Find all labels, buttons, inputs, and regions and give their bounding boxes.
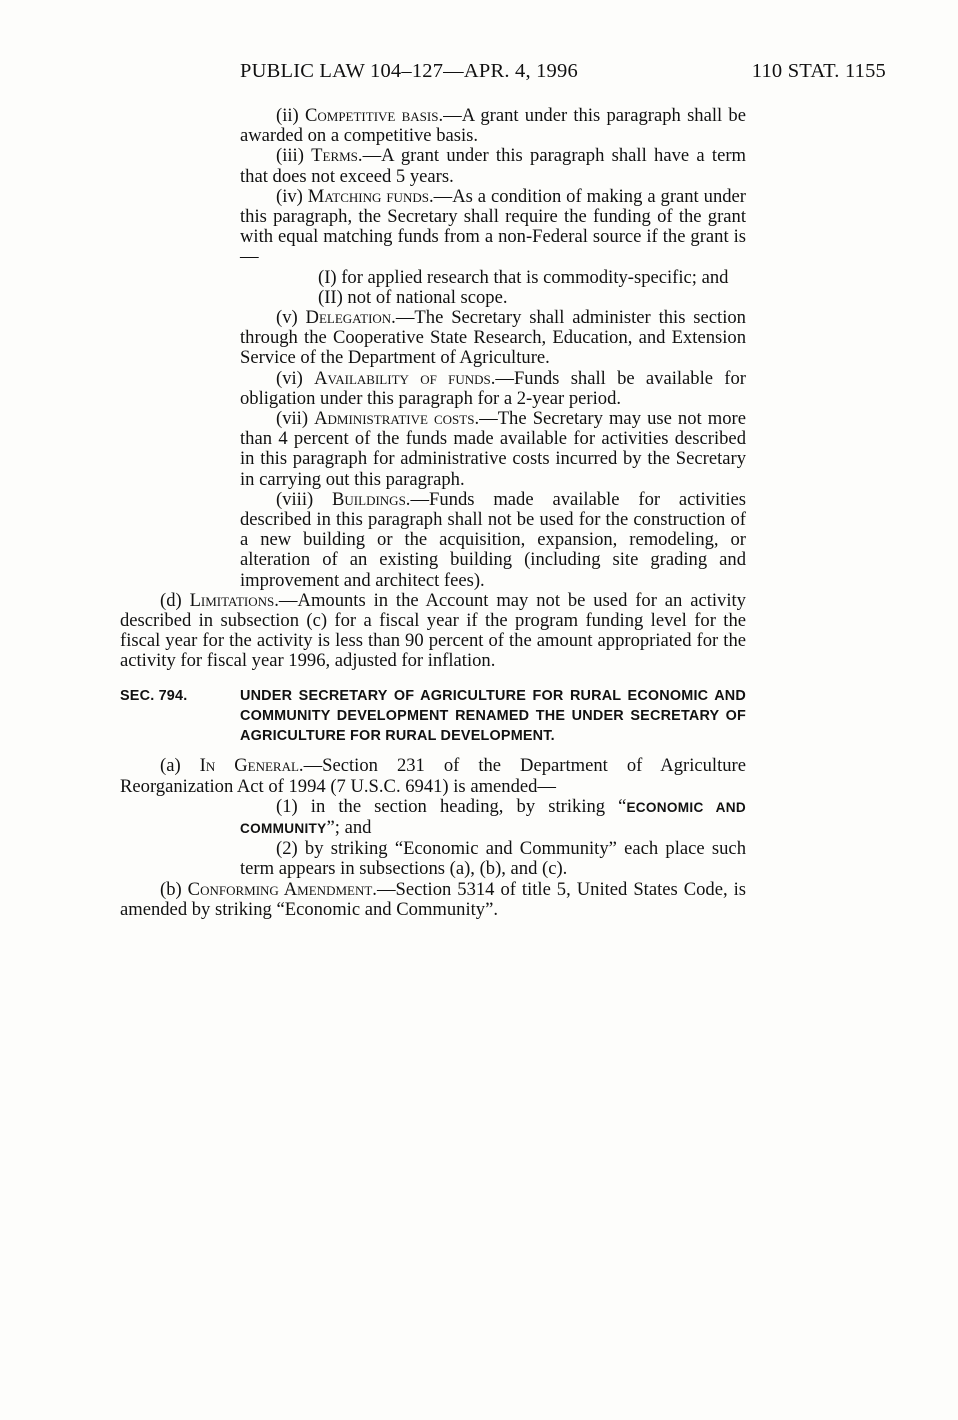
paragraph-1-section-heading-strike: (1) in the section heading, by striking “ECONOMIC AND COMMUNITY”; and [240,795,746,838]
paragraph-iii-terms: (iii) Terms.—A grant under this paragraph shall have a term that does not exceed 5 years. [240,145,746,187]
document-body [120,106,746,920]
paragraph-ii-competitive-basis: (ii) Competitive basis.—A grant under this paragraph shall be awarded on a competitive basis. [240,105,746,147]
paragraph-vii-administrative-costs: (vii) Administrative costs.—The Secretary may use not more than 4 percent of the funds made available for activities described in this paragraph for administrative costs incurred by the Secretary in carrying out this paragraph. [240,408,746,490]
paragraph-vi-availability-of-funds: (vi) Availability of funds.—Funds shall be available for obligation under this paragraph for a 2-year period. [240,367,746,409]
section-heading [120,686,746,747]
clause-ii-national-scope: (II) not of national scope. [318,286,508,308]
paragraph-viii-buildings: (viii) Buildings.—Funds made available for activities described in this paragraph shall not be used for the construction of a new building or the acquisition, expansion, remodeling, or alteration of an existing building (including site grading and improvement and architect fees). [240,488,747,591]
subsection-b-conforming-amendment: (b) Conforming Amendment.—Section 5314 of title 5, United States Code, is amended by striking “Economic and Community”. [120,878,746,920]
paragraph-2-strike-term: (2) by striking “Economic and Community” each place such term appears in subsections (a), (b), and (c). [240,838,746,880]
page-header [240,60,886,90]
section-number: SEC. 794. [120,687,188,704]
clause-i-applied-research: (I) for applied research that is commodity-specific; and [318,266,729,288]
section-title: UNDER SECRETARY OF AGRICULTURE FOR RURAL ECONOMIC AND COMMUNITY DEVELOPMENT RENAMED THE UNDER SECRETARY OF AGRICULTURE FOR RURAL DEVELOPMENT. [240,687,746,745]
paragraph-iv-matching-funds: (iv) Matching funds.—As a condition of making a grant under this paragraph, the Secretary shall require the funding of the grant with equal matching funds from a non-Federal source if the grant is— [240,185,747,268]
paragraph-v-delegation: (v) Delegation.—The Secretary shall administer this section through the Cooperative State Research, Education, and Extension Service of the Department of Agriculture. [240,307,746,369]
subsection-d-limitations: (d) Limitations.—Amounts in the Account may not be used for an activity described in subsection (c) for a fiscal year if the program funding level for the fiscal year for the activity is less than 90 percent of the amount appropriated for the activity for fiscal year 1996, adjusted for inflation. [120,589,746,672]
subsection-a-in-general: (a) In General.—Section 231 of the Department of Agriculture Reorganization Act of 1994 (7 U.S.C. 6941) is amended— [120,755,746,797]
statute-page-number: 110 STAT. 1155 [751,60,886,82]
law-citation: PUBLIC LAW 104–127—APR. 4, 1996 [240,60,578,82]
